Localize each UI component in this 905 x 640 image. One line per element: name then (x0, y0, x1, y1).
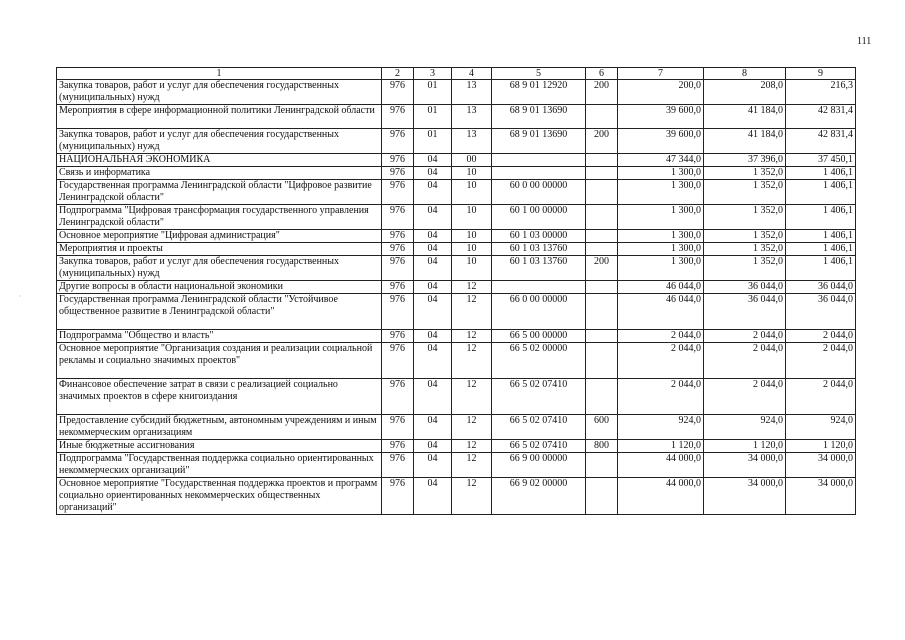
cell-c5: 66 9 00 00000 (492, 453, 586, 478)
cell-c2: 976 (382, 478, 414, 515)
cell-c8: 2 044,0 (704, 343, 786, 379)
cell-c8: 924,0 (704, 415, 786, 440)
cell-c9: 1 406,1 (786, 256, 856, 281)
row-name-cell: Предоставление субсидий бюджетным, автономным учреждениям и иным некоммерческим организациям (57, 415, 382, 440)
table-row (57, 453, 856, 478)
cell-c8: 1 352,0 (704, 243, 786, 256)
col-header: 5 (492, 68, 586, 80)
row-name-cell: Закупка товаров, работ и услуг для обеспечения государственных (муниципальных) нужд (57, 80, 382, 105)
cell-c5: 66 5 02 00000 (492, 343, 586, 379)
cell-c3: 04 (414, 379, 452, 415)
cell-c5 (492, 281, 586, 294)
cell-c9: 1 406,1 (786, 243, 856, 256)
cell-c8: 37 396,0 (704, 154, 786, 167)
cell-c5: 66 5 00 00000 (492, 330, 586, 343)
col-header: 6 (586, 68, 618, 80)
cell-c3: 04 (414, 205, 452, 230)
cell-c9: 42 831,4 (786, 105, 856, 129)
cell-c2: 976 (382, 80, 414, 105)
cell-c4: 12 (452, 379, 492, 415)
cell-c6: 200 (586, 256, 618, 281)
cell-c5: 66 9 02 00000 (492, 478, 586, 515)
cell-c6 (586, 294, 618, 330)
cell-c2: 976 (382, 129, 414, 154)
cell-c5: 66 0 00 00000 (492, 294, 586, 330)
cell-c7: 1 300,0 (618, 230, 704, 243)
cell-c9: 1 120,0 (786, 440, 856, 453)
col-header: 3 (414, 68, 452, 80)
cell-c2: 976 (382, 154, 414, 167)
row-name-cell: Подпрограмма "Цифровая трансформация государственного управления Ленинградской области" (57, 205, 382, 230)
cell-c6 (586, 330, 618, 343)
cell-c3: 01 (414, 80, 452, 105)
cell-c7: 44 000,0 (618, 453, 704, 478)
cell-c9: 924,0 (786, 415, 856, 440)
table-row (57, 129, 856, 154)
cell-c2: 976 (382, 440, 414, 453)
table-row (57, 343, 856, 379)
cell-c3: 01 (414, 105, 452, 129)
cell-c7: 1 300,0 (618, 167, 704, 180)
cell-c4: 10 (452, 256, 492, 281)
table-row (57, 105, 856, 129)
cell-c5: 66 5 02 07410 (492, 415, 586, 440)
cell-c8: 1 352,0 (704, 230, 786, 243)
cell-c6 (586, 379, 618, 415)
cell-c7: 39 600,0 (618, 129, 704, 154)
cell-c5: 66 5 02 07410 (492, 440, 586, 453)
row-name-cell: Подпрограмма "Общество и власть" (57, 330, 382, 343)
cell-c7: 47 344,0 (618, 154, 704, 167)
cell-c5: 60 0 00 00000 (492, 180, 586, 205)
row-name-cell: Закупка товаров, работ и услуг для обеспечения государственных (муниципальных) нужд (57, 129, 382, 154)
cell-c3: 04 (414, 453, 452, 478)
cell-c4: 12 (452, 415, 492, 440)
page-number: 111 (857, 36, 872, 47)
cell-c7: 1 300,0 (618, 205, 704, 230)
table-row (57, 256, 856, 281)
cell-c6 (586, 453, 618, 478)
cell-c3: 04 (414, 167, 452, 180)
cell-c2: 976 (382, 294, 414, 330)
cell-c8: 1 352,0 (704, 180, 786, 205)
cell-c6: 600 (586, 415, 618, 440)
cell-c4: 00 (452, 154, 492, 167)
table-row (57, 281, 856, 294)
cell-c5: 66 5 02 07410 (492, 379, 586, 415)
cell-c3: 04 (414, 180, 452, 205)
cell-c5: 68 9 01 12920 (492, 80, 586, 105)
table-row (57, 440, 856, 453)
cell-c4: 10 (452, 180, 492, 205)
cell-c7: 1 120,0 (618, 440, 704, 453)
col-header: 2 (382, 68, 414, 80)
cell-c6 (586, 180, 618, 205)
cell-c9: 34 000,0 (786, 453, 856, 478)
col-header: 7 (618, 68, 704, 80)
cell-c3: 04 (414, 256, 452, 281)
cell-c9: 2 044,0 (786, 379, 856, 415)
cell-c6 (586, 167, 618, 180)
cell-c9: 42 831,4 (786, 129, 856, 154)
cell-c5: 60 1 03 00000 (492, 230, 586, 243)
cell-c5: 68 9 01 13690 (492, 105, 586, 129)
cell-c9: 34 000,0 (786, 478, 856, 515)
cell-c8: 1 352,0 (704, 167, 786, 180)
cell-c2: 976 (382, 453, 414, 478)
cell-c4: 10 (452, 230, 492, 243)
cell-c9: 37 450,1 (786, 154, 856, 167)
cell-c2: 976 (382, 205, 414, 230)
col-header: 4 (452, 68, 492, 80)
cell-c7: 1 300,0 (618, 180, 704, 205)
cell-c7: 2 044,0 (618, 343, 704, 379)
cell-c4: 10 (452, 205, 492, 230)
cell-c6 (586, 243, 618, 256)
cell-c4: 10 (452, 167, 492, 180)
cell-c3: 04 (414, 154, 452, 167)
cell-c9: 2 044,0 (786, 330, 856, 343)
cell-c8: 2 044,0 (704, 330, 786, 343)
cell-c5 (492, 154, 586, 167)
cell-c3: 04 (414, 294, 452, 330)
cell-c5: 60 1 03 13760 (492, 256, 586, 281)
cell-c2: 976 (382, 105, 414, 129)
cell-c3: 04 (414, 343, 452, 379)
cell-c8: 41 184,0 (704, 129, 786, 154)
cell-c5: 60 1 03 13760 (492, 243, 586, 256)
cell-c7: 1 300,0 (618, 243, 704, 256)
cell-c2: 976 (382, 343, 414, 379)
cell-c7: 200,0 (618, 80, 704, 105)
cell-c9: 1 406,1 (786, 205, 856, 230)
cell-c7: 46 044,0 (618, 281, 704, 294)
cell-c9: 1 406,1 (786, 230, 856, 243)
table-row (57, 330, 856, 343)
header-row (57, 68, 856, 80)
table-row (57, 154, 856, 167)
row-name-cell: Мероприятия в сфере информационной политики Ленинградской области (57, 105, 382, 129)
cell-c2: 976 (382, 180, 414, 205)
cell-c8: 36 044,0 (704, 281, 786, 294)
margin-mark: · (19, 292, 22, 301)
cell-c5 (492, 167, 586, 180)
cell-c7: 924,0 (618, 415, 704, 440)
cell-c9: 216,3 (786, 80, 856, 105)
cell-c2: 976 (382, 330, 414, 343)
row-name-cell: Государственная программа Ленинградской области "Устойчивое общественное развитие в Ленинградской области" (57, 294, 382, 330)
cell-c7: 44 000,0 (618, 478, 704, 515)
cell-c4: 10 (452, 243, 492, 256)
cell-c7: 1 300,0 (618, 256, 704, 281)
cell-c8: 36 044,0 (704, 294, 786, 330)
cell-c3: 04 (414, 415, 452, 440)
table-row (57, 379, 856, 415)
cell-c4: 13 (452, 80, 492, 105)
row-name-cell: Основное мероприятие "Цифровая администрация" (57, 230, 382, 243)
cell-c8: 34 000,0 (704, 453, 786, 478)
cell-c4: 12 (452, 330, 492, 343)
cell-c2: 976 (382, 256, 414, 281)
row-name-cell: Финансовое обеспечение затрат в связи с реализацией социально значимых проектов в сфере книгоиздания (57, 379, 382, 415)
cell-c6: 200 (586, 129, 618, 154)
table-row (57, 478, 856, 515)
cell-c4: 13 (452, 105, 492, 129)
row-name-cell: Государственная программа Ленинградской области "Цифровое развитие Ленинградской области" (57, 180, 382, 205)
row-name-cell: Иные бюджетные ассигнования (57, 440, 382, 453)
cell-c9: 2 044,0 (786, 343, 856, 379)
table-row (57, 167, 856, 180)
cell-c3: 04 (414, 478, 452, 515)
table-row (57, 180, 856, 205)
cell-c7: 39 600,0 (618, 105, 704, 129)
cell-c6 (586, 154, 618, 167)
col-header: 9 (786, 68, 856, 80)
cell-c4: 12 (452, 281, 492, 294)
cell-c2: 976 (382, 230, 414, 243)
row-name-cell: Основное мероприятие "Государственная поддержка проектов и программ социально ориентированных некоммерческих общественных организаций" (57, 478, 382, 515)
cell-c8: 41 184,0 (704, 105, 786, 129)
cell-c6 (586, 230, 618, 243)
cell-c8: 1 120,0 (704, 440, 786, 453)
row-name-cell: Другие вопросы в области национальной экономики (57, 281, 382, 294)
budget-table (56, 67, 856, 515)
cell-c8: 1 352,0 (704, 205, 786, 230)
cell-c3: 04 (414, 330, 452, 343)
col-header: 1 (57, 68, 382, 80)
cell-c3: 04 (414, 281, 452, 294)
cell-c5: 68 9 01 13690 (492, 129, 586, 154)
cell-c5: 60 1 00 00000 (492, 205, 586, 230)
table-row (57, 243, 856, 256)
cell-c2: 976 (382, 415, 414, 440)
row-name-cell: НАЦИОНАЛЬНАЯ ЭКОНОМИКА (57, 154, 382, 167)
cell-c4: 13 (452, 129, 492, 154)
cell-c2: 976 (382, 243, 414, 256)
cell-c8: 208,0 (704, 80, 786, 105)
cell-c4: 12 (452, 294, 492, 330)
cell-c6: 800 (586, 440, 618, 453)
table-row (57, 230, 856, 243)
row-name-cell: Подпрограмма "Государственная поддержка социально ориентированных некоммерческих организаций" (57, 453, 382, 478)
cell-c9: 36 044,0 (786, 281, 856, 294)
cell-c2: 976 (382, 281, 414, 294)
cell-c7: 2 044,0 (618, 330, 704, 343)
cell-c4: 12 (452, 453, 492, 478)
cell-c3: 04 (414, 243, 452, 256)
row-name-cell: Связь и информатика (57, 167, 382, 180)
cell-c7: 46 044,0 (618, 294, 704, 330)
cell-c4: 12 (452, 343, 492, 379)
table-row (57, 80, 856, 105)
cell-c3: 01 (414, 129, 452, 154)
cell-c2: 976 (382, 167, 414, 180)
cell-c2: 976 (382, 379, 414, 415)
col-header: 8 (704, 68, 786, 80)
cell-c8: 2 044,0 (704, 379, 786, 415)
cell-c6 (586, 343, 618, 379)
cell-c7: 2 044,0 (618, 379, 704, 415)
cell-c8: 1 352,0 (704, 256, 786, 281)
cell-c6 (586, 478, 618, 515)
cell-c6 (586, 105, 618, 129)
cell-c3: 04 (414, 230, 452, 243)
cell-c4: 12 (452, 440, 492, 453)
cell-c4: 12 (452, 478, 492, 515)
table-row (57, 205, 856, 230)
cell-c6: 200 (586, 80, 618, 105)
cell-c9: 1 406,1 (786, 180, 856, 205)
table-row (57, 294, 856, 330)
cell-c3: 04 (414, 440, 452, 453)
row-name-cell: Закупка товаров, работ и услуг для обеспечения государственных (муниципальных) нужд (57, 256, 382, 281)
cell-c9: 1 406,1 (786, 167, 856, 180)
cell-c6 (586, 205, 618, 230)
table-row (57, 415, 856, 440)
cell-c8: 34 000,0 (704, 478, 786, 515)
cell-c9: 36 044,0 (786, 294, 856, 330)
cell-c6 (586, 281, 618, 294)
row-name-cell: Основное мероприятие "Организация создания и реализации социальной рекламы и социально значимых проектов" (57, 343, 382, 379)
row-name-cell: Мероприятия и проекты (57, 243, 382, 256)
